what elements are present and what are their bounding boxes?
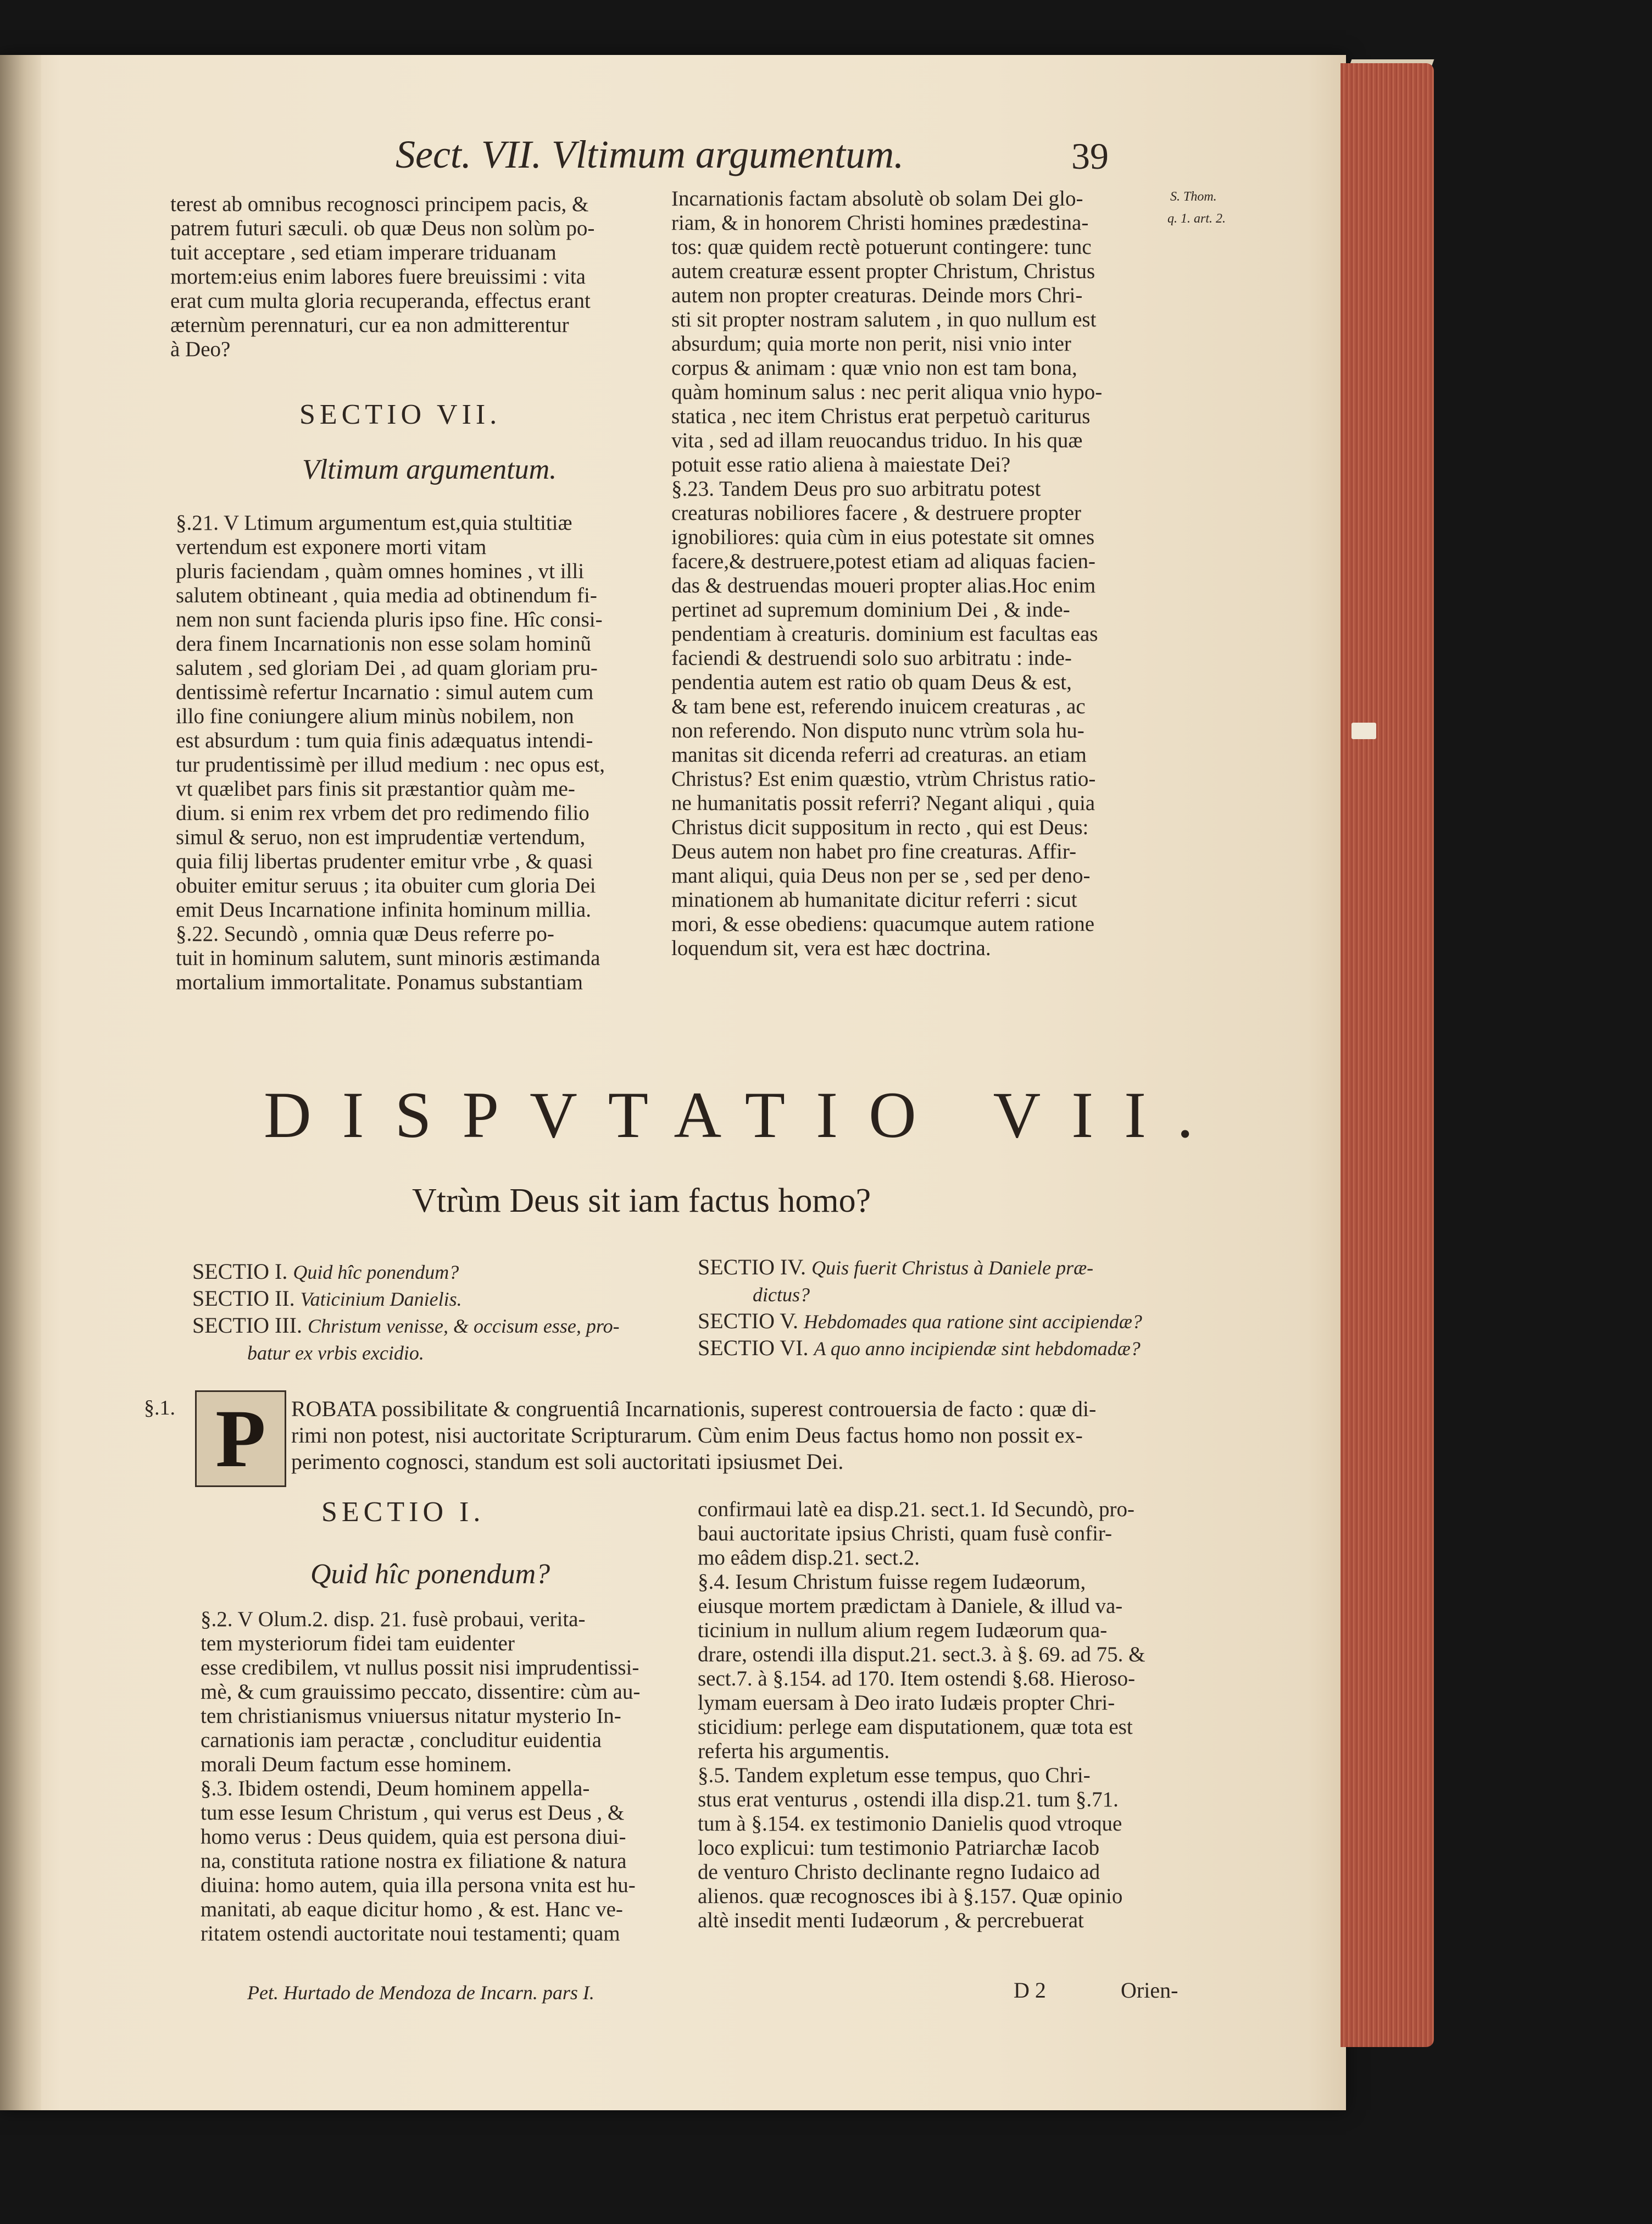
text-line: sect.7. à §.154. ad 170. Item ostendi §.68. Hieroso- (698, 1667, 1136, 1690)
intro-paragraph (291, 1396, 1192, 1475)
toc-title: Christum venisse, & occisum esse, pro- (307, 1315, 620, 1337)
text-line: Christus dicit suppositum in recto , qui est Deus: (671, 816, 1089, 839)
text-line: autem non propter creaturas. Deinde mors Chri- (671, 284, 1083, 307)
section-vii-subtitle: Vltimum argumentum. (302, 454, 557, 485)
toc-label: SECTIO V. (698, 1308, 799, 1333)
text-line: corpus & animam : quæ vnio non est tam bona, (671, 356, 1077, 380)
toc-title: Hebdomades qua ratione sint accipiendæ? (804, 1311, 1142, 1333)
toc-label: SECTIO VI. (698, 1335, 809, 1360)
text-line: absurdum; quia morte non perit, nisi vnio inter (671, 332, 1071, 356)
text-line: facere,& destruere,potest etiam ad aliquas facien- (671, 550, 1096, 573)
text-line: carnationis iam peractæ , concluditur euidentia (201, 1728, 602, 1752)
toc-title: A quo anno incipiendæ sint hebdomadæ? (814, 1338, 1141, 1360)
text-line: lymam euersam à Deo irato Iudæis propter Chri- (698, 1691, 1115, 1715)
text-line: quàm hominum salus : nec perit aliqua vnio hypo- (671, 380, 1103, 404)
text-line: homo verus : Deus quidem, quia est persona diui- (201, 1825, 626, 1849)
text-line: Christus? Est enim quæstio, vtrùm Christus ratio- (671, 767, 1096, 791)
text-line: potuit esse ratio aliena à maiestate Dei? (671, 453, 1011, 476)
text-line: loquendum sit, vera est hæc doctrina. (671, 936, 991, 960)
text-line: ne humanitatis possit referri? Negant aliqui , quia (671, 791, 1095, 815)
text-line: tuit in hominum salutem, sunt minoris æstimanda (176, 946, 600, 970)
text-line: autem creaturæ essent propter Christum, Christus (671, 259, 1095, 283)
text-line: esse credibilem, vt nullus possit nisi imprudentissi- (201, 1656, 639, 1679)
text-line: mo eâdem disp.21. sect.2. (698, 1546, 920, 1569)
text-line: dium. si enim rex vrbem det pro redimendo filio (176, 801, 589, 825)
signature-mark: D 2 (1014, 1978, 1046, 2003)
text-line: mortalium immortalitate. Ponamus substantiam (176, 970, 583, 994)
margin-note: q. 1. art. 2. (1167, 212, 1226, 226)
text-line: pluris faciendam , quàm omnes homines , vt illi (176, 559, 585, 583)
text-line: vertendum est exponere morti vitam (176, 535, 487, 559)
text-line: ticinium in nullum alium regem Iudæorum qua- (698, 1618, 1108, 1642)
paragraph-marker: §.1. (144, 1396, 175, 1419)
toc-title: Quis fuerit Christus à Daniele præ- (811, 1257, 1094, 1279)
text-line: §.5. Tandem expletum esse tempus, quo Chri- (698, 1763, 1091, 1787)
text-line: minationem ab humanitate dicitur referri : sicut (671, 888, 1077, 912)
text-line: & tam bene est, referendo inuicem creaturas , ac (671, 695, 1086, 718)
text-line: eiusque mortem prædictam à Daniele, & illud va- (698, 1594, 1123, 1618)
section-vii-heading: SECTIO VII. (299, 399, 502, 430)
toc-label: SECTIO III. (192, 1313, 302, 1338)
text-line: salutem obtineant , quia media ad obtinendum fi- (176, 584, 597, 607)
toc-label: SECTIO I. (192, 1259, 288, 1284)
text-line: riam, & in honorem Christi homines prædestina- (671, 211, 1089, 235)
toc-entry (192, 1258, 620, 1285)
text-line: salutem , sed gloriam Dei , ad quam gloriam pru- (176, 656, 598, 680)
text-line: pertinet ad supremum dominium Dei , & inde- (671, 598, 1070, 622)
text-line: altè insedit menti Iudæorum , & percrebuerat (698, 1909, 1084, 1932)
text-line: nem non sunt facienda pluris ipso fine. Hîc consi- (176, 608, 603, 631)
text-line: ignobiliores: quia cùm in eius potestate sit omnes (671, 525, 1095, 549)
right-top-column (671, 187, 1166, 961)
text-line: dentissimè refertur Incarnatio : simul autem cum (176, 680, 594, 704)
author-footer: Pet. Hurtado de Mendoza de Incarn. pars I. (247, 1982, 594, 2004)
text-line: tem christianismus vniuersus nitatur mysterio In- (201, 1704, 621, 1728)
text-line: illo fine coniungere alium minùs nobilem, non (176, 705, 574, 728)
toc-label: SECTIO II. (192, 1286, 295, 1311)
text-line: tum esse Iesum Christum , qui verus est Deus , & (201, 1801, 625, 1824)
text-line: simul & seruo, non est imprudentiæ vertendum, (176, 825, 586, 849)
text-line: mè, & cum grauissimo peccato, dissentire: cùm au- (201, 1680, 641, 1704)
text-line: æternùm perennaturi, cur ea non admitterentur (170, 313, 569, 337)
text-line: sti sit propter nostram salutem , in quo nullum est (671, 308, 1097, 331)
text-line: manitas sit dicenda referri ad creaturas. an etiam (671, 743, 1087, 767)
section-i-subtitle: Quid hîc ponendum? (310, 1559, 550, 1590)
text-line: Incarnationis factam absolutè ob solam Dei glo- (671, 187, 1083, 210)
decorated-initial: P (195, 1390, 286, 1487)
text-line: das & destruendas moueri propter alias.Hoc enim (671, 574, 1096, 597)
text-line: alienos. quæ recognosces ibi à §.157. Quæ opinio (698, 1884, 1123, 1908)
text-line: de venturo Christo declinante regno Iudaico ad (698, 1860, 1100, 1884)
toc-right (698, 1254, 1142, 1362)
text-line: diuina: homo autem, quia illa persona vnita est hu- (201, 1873, 636, 1897)
text-line: dera finem Incarnationis non esse solam hominũ (176, 632, 591, 656)
text-line: baui auctoritate ipsius Christi, quam fusè confir- (698, 1522, 1113, 1545)
text-line: creaturas nobiliores facere , & destruere propter (671, 501, 1082, 525)
toc-label: SECTIO IV. (698, 1255, 806, 1279)
text-line: sticidium: perlege eam disputationem, quæ tota est (698, 1715, 1133, 1739)
toc-title: dictus? (753, 1284, 810, 1306)
toc-entry (698, 1254, 1142, 1281)
left-middle-column (176, 511, 687, 995)
text-line: vita , sed ad illam reuocandus triduo. In his quæ (671, 429, 1083, 452)
toc-title: Quid hîc ponendum? (293, 1261, 459, 1283)
text-line: §.4. Iesum Christum fuisse regem Iudæorum, (698, 1570, 1086, 1594)
text-line: faciendi & destruendi solo suo arbitratu : inde- (671, 646, 1072, 670)
text-line: erat cum multa gloria recuperanda, effectus erant (170, 289, 591, 313)
text-line: §.21. V Ltimum argumentum est,quia stultitiæ (176, 511, 572, 535)
section-i-heading: SECTIO I. (321, 1496, 485, 1528)
toc-left (192, 1258, 620, 1366)
toc-entry (698, 1335, 1142, 1362)
text-line: patrem futuri sæculi. ob quæ Deus non solùm po- (170, 217, 595, 240)
text-line: vt quælibet pars finis sit præstantior quàm me- (176, 777, 575, 801)
text-line: §.22. Secundò , omnia quæ Deus referre po- (176, 922, 554, 946)
toc-entry (698, 1308, 1142, 1335)
text-line: est absurdum : tum quia finis adæquatus intendi- (176, 729, 593, 752)
text-line: pendentiam à creaturis. dominium est facultas eas (671, 622, 1098, 646)
text-line: ROBATA possibilitate & congruentiâ Incarnationis, superest controuersia de facto : quæ di- (291, 1396, 1097, 1421)
toc-title: Vaticinium Danielis. (300, 1288, 462, 1310)
text-line: pendentia autem est ratio ob quam Deus & est, (671, 670, 1072, 694)
text-line: Deus autem non habet pro fine creaturas. Affir- (671, 840, 1077, 863)
toc-entry (192, 1285, 620, 1312)
text-line: na, constituta ratione nostra ex filiatione & natura (201, 1849, 627, 1873)
toc-entry (698, 1281, 1142, 1308)
text-line: quia filij libertas prudenter emitur vrbe , & quasi (176, 850, 593, 873)
disputatio-title: DISPVTATIO VII. (264, 1078, 1225, 1151)
text-line: terest ab omnibus recognosci principem pacis, & (170, 192, 589, 216)
text-line: mortem:eius enim labores fuere breuissimi : vita (170, 265, 586, 289)
text-line: ritatem ostendi auctoritate noui testamenti; quam (201, 1922, 620, 1945)
toc-entry (192, 1339, 620, 1366)
text-line: manitati, ab eaque dicitur homo , & est. Hanc ve- (201, 1898, 623, 1921)
text-line: emit Deus Incarnatione infinita hominum millia. (176, 898, 591, 922)
text-line: tos: quæ quidem rectè potuerunt contingere: tunc (671, 235, 1092, 259)
margin-note: S. Thom. (1170, 190, 1217, 204)
text-line: drare, ostendi illa disput.21. sect.3. à §. 69. ad 75. & (698, 1643, 1145, 1666)
left-bottom-column (201, 1607, 678, 1946)
text-line: §.3. Ibidem ostendi, Deum hominem appella- (201, 1777, 590, 1800)
paper-tab (1351, 723, 1376, 739)
toc-entry (192, 1312, 620, 1339)
text-line: stus erat venturus , ostendi illa disp.21. tum §.71. (698, 1788, 1119, 1811)
text-line: §.23. Tandem Deus pro suo arbitratu potest (671, 477, 1041, 501)
text-line: mant aliqui, quia Deus non per se , sed per deno- (671, 864, 1091, 888)
text-line: rimi non potest, nisi auctoritate Scripturarum. Cùm enim Deus factus homo non possit ex- (291, 1423, 1083, 1447)
catchword: Orien- (1121, 1978, 1178, 2003)
left-top-column (170, 192, 681, 362)
page-number: 39 (1071, 135, 1109, 177)
disputatio-question: Vtrùm Deus sit iam factus homo? (412, 1182, 871, 1219)
text-line: perimento cognosci, standum est soli auctoritati ipsiusmet Dei. (291, 1449, 844, 1474)
text-line: referta his argumentis. (698, 1739, 890, 1763)
running-title: Sect. VII. Vltimum argumentum. (396, 132, 904, 176)
right-bottom-column (698, 1498, 1181, 1933)
text-line: tuit acceptare , sed etiam imperare triduanam (170, 241, 557, 264)
text-line: tur prudentissimè per illud medium : nec opus est, (176, 753, 605, 777)
text-line: tum à §.154. ex testimonio Danielis quod vtroque (698, 1812, 1122, 1835)
toc-title: batur ex vrbis excidio. (247, 1342, 424, 1364)
text-line: mori, & esse obediens: quacumque autem ratione (671, 912, 1095, 936)
page-edges-red (1340, 63, 1434, 2047)
page-gutter (0, 55, 41, 2110)
text-line: confirmaui latè ea disp.21. sect.1. Id Secundò, pro- (698, 1498, 1134, 1521)
text-line: tem mysteriorum fidei tam euidenter (201, 1632, 515, 1655)
text-line: morali Deum factum esse hominem. (201, 1752, 512, 1776)
text-line: obuiter emitur seruus ; ita obuiter cum gloria Dei (176, 874, 596, 897)
text-line: loco explicui: tum testimonio Patriarchæ Iacob (698, 1836, 1100, 1860)
text-line: §.2. V Olum.2. disp. 21. fusè probaui, verita- (201, 1607, 586, 1631)
text-line: non referendo. Non disputo nunc vtrùm sola hu- (671, 719, 1084, 742)
text-line: statica , nec item Christus erat perpetuò cariturus (671, 404, 1091, 428)
text-line: à Deo? (170, 337, 231, 361)
